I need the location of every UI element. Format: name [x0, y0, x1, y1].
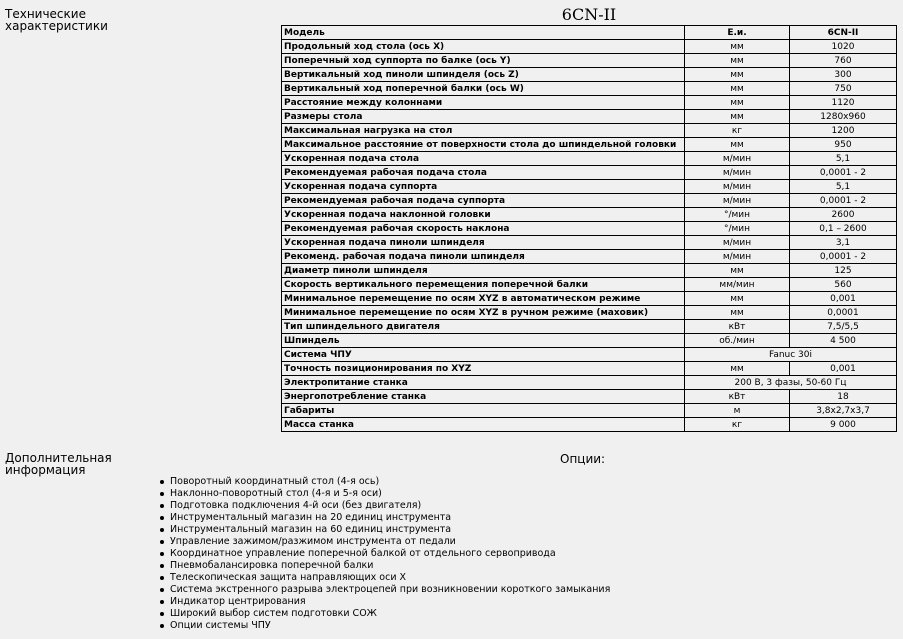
table-row — [282, 152, 897, 166]
spec-name: Точность позиционирования по XYZ — [282, 362, 685, 376]
option-list-item: Телескопическая защита направляющих оси X — [158, 572, 610, 584]
table-row — [282, 348, 897, 362]
spec-value: Fanuc 30i — [685, 348, 897, 362]
spec-name: Ускоренная подача наклонной головки — [282, 208, 685, 222]
spec-name: Расстояние между колоннами — [282, 96, 685, 110]
spec-name: Масса станка — [282, 418, 685, 432]
spec-name: Скорость вертикального перемещения поперечной балки — [282, 278, 685, 292]
table-row — [282, 166, 897, 180]
spec-value: 750 — [790, 82, 897, 96]
table-row — [282, 194, 897, 208]
table-row — [282, 180, 897, 194]
spec-unit: °/мин — [685, 208, 790, 222]
spec-table — [281, 25, 897, 432]
spec-table-body — [282, 26, 897, 432]
extra-label-line2: информация — [5, 463, 86, 477]
spec-unit: мм — [685, 292, 790, 306]
spec-name: Продольный ход стола (ось X) — [282, 40, 685, 54]
table-row — [282, 40, 897, 54]
spec-name: Рекомендуемая рабочая скорость наклона — [282, 222, 685, 236]
spec-value: 4 500 — [790, 334, 897, 348]
spec-unit: кг — [685, 124, 790, 138]
table-row — [282, 334, 897, 348]
table-row — [282, 264, 897, 278]
spec-name: Размеры стола — [282, 110, 685, 124]
options-title: Опции: — [560, 452, 606, 466]
spec-unit: мм — [685, 110, 790, 124]
spec-name: Ускоренная подача пиноли шпинделя — [282, 236, 685, 250]
spec-unit: кВт — [685, 390, 790, 404]
table-row — [282, 222, 897, 236]
spec-unit: мм — [685, 40, 790, 54]
table-row — [282, 82, 897, 96]
table-row — [282, 124, 897, 138]
spec-value: 2600 — [790, 208, 897, 222]
spec-unit: мм — [685, 306, 790, 320]
spec-unit: м/мин — [685, 152, 790, 166]
spec-name: Поперечный ход суппорта по балке (ось Y) — [282, 54, 685, 68]
table-row — [282, 96, 897, 110]
table-row — [282, 292, 897, 306]
option-list-item: Управление зажимом/разжимом инструмента от педали — [158, 536, 610, 548]
spec-name: Рекоменд. рабочая подача пиноли шпинделя — [282, 250, 685, 264]
specs-label-line2: характеристики — [5, 19, 108, 33]
spec-name: Максимальное расстояние от поверхности стола до шпиндельной головки — [282, 138, 685, 152]
spec-name: Шпиндель — [282, 334, 685, 348]
spec-name: Минимальное перемещение по осям XYZ в ручном режиме (маховик) — [282, 306, 685, 320]
spec-name: Система ЧПУ — [282, 348, 685, 362]
table-row — [282, 362, 897, 376]
spec-value: 1020 — [790, 40, 897, 54]
spec-name: Электропитание станка — [282, 376, 685, 390]
option-list-item: Подготовка подключения 4-й оси (без двигателя) — [158, 500, 610, 512]
spec-value: 0,001 — [790, 292, 897, 306]
table-row — [282, 390, 897, 404]
table-row — [282, 320, 897, 334]
spec-name: Рекомендуемая рабочая подача суппорта — [282, 194, 685, 208]
table-row — [282, 250, 897, 264]
spec-unit: мм/мин — [685, 278, 790, 292]
spec-unit: м/мин — [685, 166, 790, 180]
header-unit: Е.и. — [685, 26, 790, 40]
spec-value: 950 — [790, 138, 897, 152]
spec-name: Рекомендуемая рабочая подача стола — [282, 166, 685, 180]
spec-name: Ускоренная подача суппорта — [282, 180, 685, 194]
table-row — [282, 236, 897, 250]
spec-unit: мм — [685, 138, 790, 152]
spec-value: 1120 — [790, 96, 897, 110]
options-list — [158, 476, 610, 632]
option-list-item: Индикатор центрирования — [158, 596, 610, 608]
table-row — [282, 138, 897, 152]
spec-value: 0,0001 - 2 — [790, 166, 897, 180]
spec-unit: мм — [685, 54, 790, 68]
spec-unit: мм — [685, 82, 790, 96]
spec-unit: м/мин — [685, 236, 790, 250]
spec-value: 3,1 — [790, 236, 897, 250]
spec-value: 1280x960 — [790, 110, 897, 124]
spec-unit: м/мин — [685, 180, 790, 194]
option-list-item: Инструментальный магазин на 60 единиц инструмента — [158, 524, 610, 536]
spec-value: 560 — [790, 278, 897, 292]
spec-value: 5,1 — [790, 152, 897, 166]
table-row — [282, 68, 897, 82]
spec-name: Энергопотребление станка — [282, 390, 685, 404]
spec-value: 0,001 — [790, 362, 897, 376]
option-list-item: Пневмобалансировка поперечной балки — [158, 560, 610, 572]
table-row — [282, 208, 897, 222]
header-value: 6CN-II — [790, 26, 897, 40]
spec-unit: м/мин — [685, 250, 790, 264]
spec-value: 200 В, 3 фазы, 50-60 Гц — [685, 376, 897, 390]
spec-value: 0,0001 — [790, 306, 897, 320]
table-row — [282, 418, 897, 432]
spec-name: Вертикальный ход поперечной балки (ось W) — [282, 82, 685, 96]
table-row — [282, 54, 897, 68]
spec-value: 5,1 — [790, 180, 897, 194]
option-list-item: Система экстренного разрыва электроцепей при возникновении короткого замыкания — [158, 584, 610, 596]
spec-unit: мм — [685, 362, 790, 376]
spec-unit: мм — [685, 96, 790, 110]
spec-unit: мм — [685, 68, 790, 82]
spec-value: 125 — [790, 264, 897, 278]
spec-value: 0,0001 - 2 — [790, 194, 897, 208]
spec-unit: м — [685, 404, 790, 418]
table-row — [282, 376, 897, 390]
table-row — [282, 110, 897, 124]
spec-name: Максимальная нагрузка на стол — [282, 124, 685, 138]
option-list-item: Наклонно-поворотный стол (4-я и 5-я оси) — [158, 488, 610, 500]
spec-name: Тип шпиндельного двигателя — [282, 320, 685, 334]
option-list-item: Инструментальный магазин на 20 единиц инструмента — [158, 512, 610, 524]
spec-name: Габариты — [282, 404, 685, 418]
spec-value: 3,8x2,7x3,7 — [790, 404, 897, 418]
spec-name: Ускоренная подача стола — [282, 152, 685, 166]
table-row — [282, 404, 897, 418]
option-list-item: Координатное управление поперечной балкой от отдельного сервопривода — [158, 548, 610, 560]
table-row — [282, 278, 897, 292]
spec-value: 0,0001 - 2 — [790, 250, 897, 264]
specs-section-label — [5, 8, 108, 32]
spec-value: 300 — [790, 68, 897, 82]
spec-unit: м/мин — [685, 194, 790, 208]
table-header-row — [282, 26, 897, 40]
spec-unit: °/мин — [685, 222, 790, 236]
table-row — [282, 306, 897, 320]
extra-info-section-label — [5, 452, 112, 476]
spec-unit: об./мин — [685, 334, 790, 348]
header-model: Модель — [282, 26, 685, 40]
spec-name: Диаметр пиноли шпинделя — [282, 264, 685, 278]
spec-name: Вертикальный ход пиноли шпинделя (ось Z) — [282, 68, 685, 82]
spec-value: 18 — [790, 390, 897, 404]
spec-unit: кВт — [685, 320, 790, 334]
specs-label-line1: Технические — [5, 7, 86, 21]
spec-value: 760 — [790, 54, 897, 68]
spec-table-title: 6CN-II — [561, 5, 617, 24]
spec-value: 7,5/5,5 — [790, 320, 897, 334]
option-list-item: Опции системы ЧПУ — [158, 620, 610, 632]
option-list-item: Поворотный координатный стол (4-я ось) — [158, 476, 610, 488]
spec-value: 1200 — [790, 124, 897, 138]
spec-unit: мм — [685, 264, 790, 278]
extra-label-line1: Дополнительная — [5, 451, 112, 465]
spec-value: 9 000 — [790, 418, 897, 432]
option-list-item: Широкий выбор систем подготовки СОЖ — [158, 608, 610, 620]
spec-name: Минимальное перемещение по осям XYZ в автоматическом режиме — [282, 292, 685, 306]
spec-unit: кг — [685, 418, 790, 432]
spec-value: 0,1 – 2600 — [790, 222, 897, 236]
